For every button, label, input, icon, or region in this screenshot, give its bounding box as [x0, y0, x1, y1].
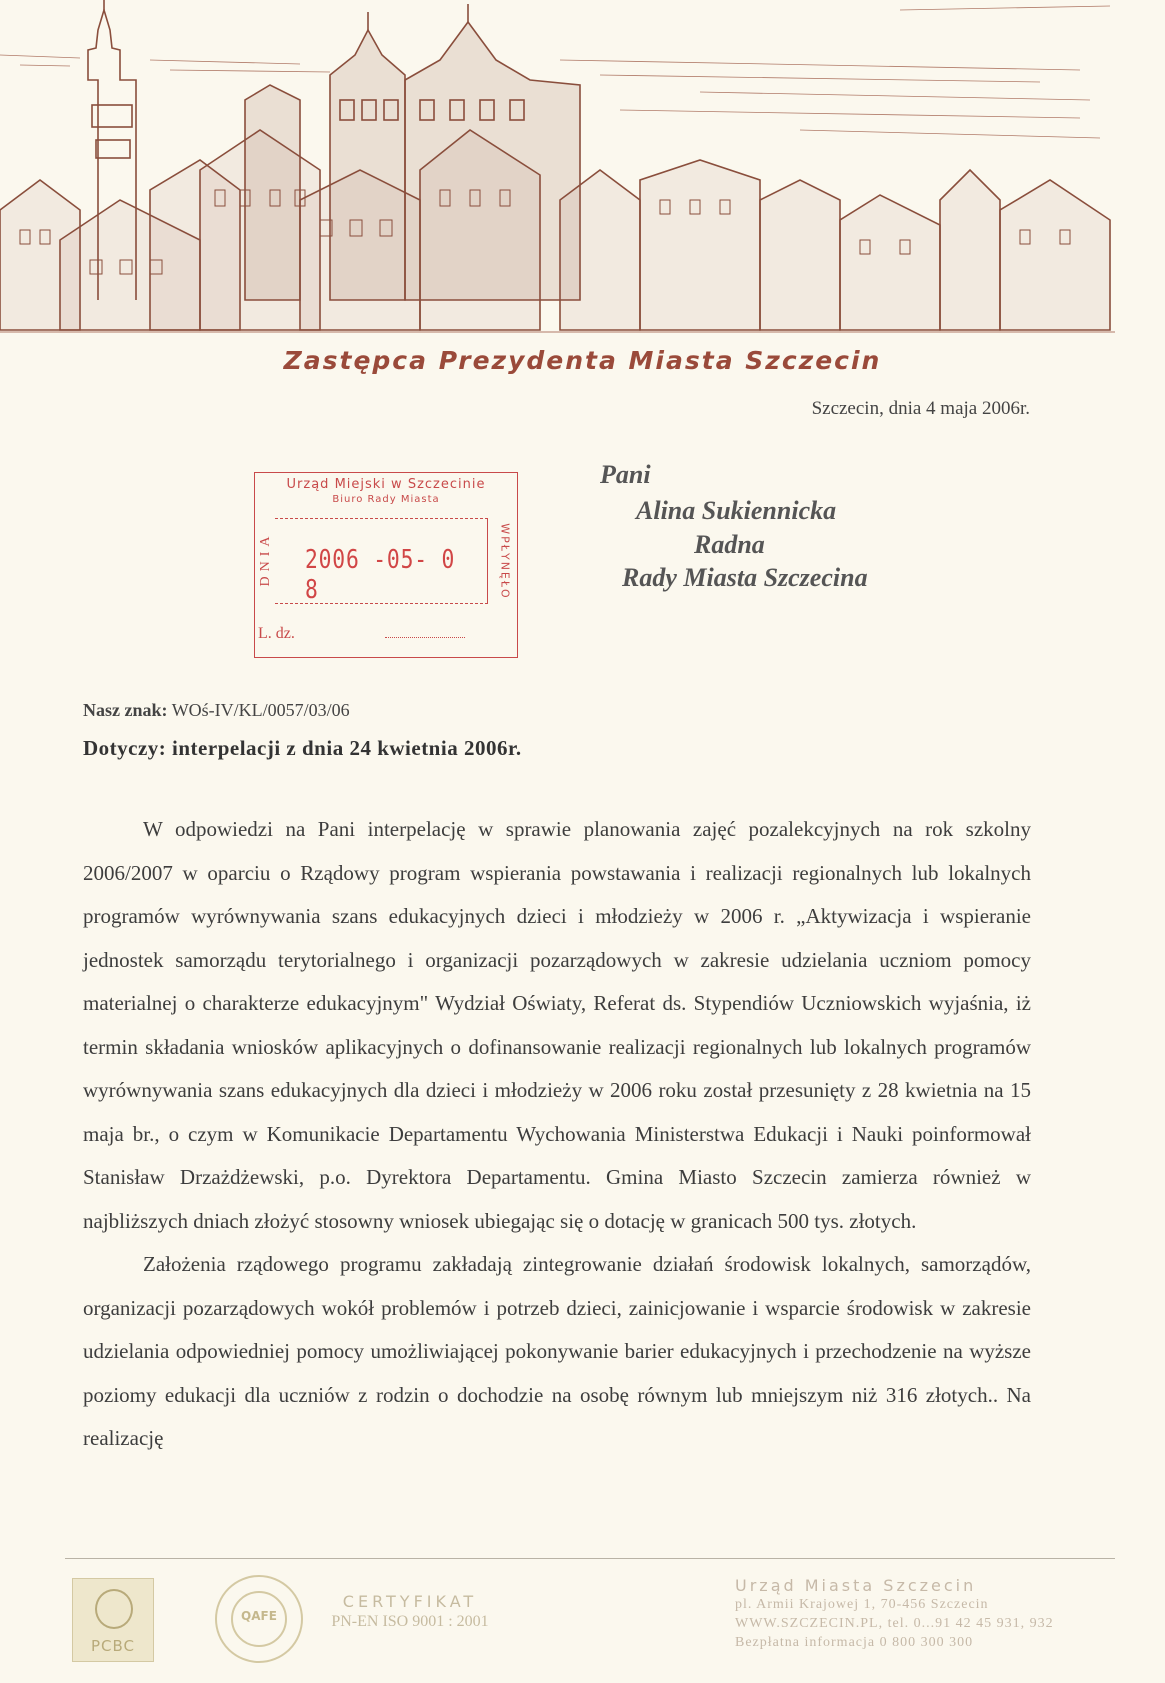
- subject-label: Dotyczy:: [83, 736, 167, 760]
- certificate-block: [300, 1592, 520, 1632]
- stamp-date: 2006 -05- 0 8: [305, 545, 456, 605]
- body-paragraph-2: Założenia rządowego programu zakładają zintegrowanie działań środowisk lokalnych, samorządów, organizacji pozarządowych wokół problemów i potrzeb dzieci, zainicjowanie i wsparcie środowisk w zakresie udzielania odpowiedniej pomocy umożliwiającej pokonywanie barier edukacyjnych i przechodzenie na wyższe poziomy edukacji dla uczniów z rodzin o dochodzie na osobę równym lub mniejszym niż 316 złotych.. Na realizację: [83, 1252, 1031, 1450]
- letter-date: Szczecin, dnia 4 maja 2006r.: [811, 398, 1030, 419]
- address-street: pl. Armii Krajowej 1, 70-456 Szczecin: [735, 1597, 989, 1612]
- stamp-ldz-line: [385, 637, 465, 638]
- qafe-logo-text: QAFE: [241, 1609, 277, 1623]
- qafe-logo: [215, 1575, 303, 1663]
- address-title: Urząd Miasta Szczecin: [735, 1576, 977, 1595]
- reference-label: Nasz znak:: [83, 700, 168, 720]
- houses-left: [0, 130, 540, 330]
- received-stamp: [254, 472, 518, 658]
- stamp-office: Urząd Miejski w Szczecinie: [286, 477, 486, 492]
- houses-right: [560, 160, 1110, 330]
- reference-value: WOś-IV/KL/0057/03/06: [171, 700, 350, 720]
- city-skyline-illustration: [0, 0, 1125, 340]
- body-paragraph-1: W odpowiedzi na Pani interpelację w sprawie planowania zajęć pozalekcyjnych na rok szkolny 2006/2007 w oparciu o Rządowy program wspierania powstawania i realizacji regionalnych lub lokalnych programów wyrównywania szans edukacyjnych dzieci i młodzieży w 2006 r. „Aktywizacja i wspieranie jednostek samorządu terytorialnego i organizacji pozarządowych w zakresie udzielania uczniom pomocy materialnej o charakterze edukacyjnym" Wydział Oświaty, Referat ds. Stypendiów Uczniowskich wyjaśnia, iż termin składania wniosków aplikacyjnych o dofinansowanie realizacji regionalnych lub lokalnych programów wyrównywania szans edukacyjnych dla dzieci i młodzieży w 2006 roku został przesunięty z 28 kwietnia na 15 maja br., o czym w Komunikacie Departamentu Wychowania Ministerstwa Edukacji i Nauki poinformował Stanisław Drzażdżewski, p.o. Dyrektora Departamentu. Gmina Miasto Szczecin zamierza również w najbliższych dniach złożyć stosowny wniosek ubiegając się o dotację w granicach 500 tys. złotych.: [83, 817, 1031, 1233]
- subject-value: interpelacji z dnia 24 kwietnia 2006r.: [172, 736, 522, 760]
- letter-body: [83, 808, 1031, 1461]
- stamp-dnia-label: DNIA: [258, 531, 273, 587]
- stamp-ldz-label: L. dz.: [258, 625, 295, 642]
- stamp-received-label: WPŁYNĘŁO: [498, 523, 512, 600]
- office-address: [735, 1576, 1095, 1652]
- recipient-salutation: Pani: [600, 460, 651, 489]
- recipient-role: Radna: [694, 530, 765, 559]
- address-info: Bezpłatna informacja 0 800 300 300: [735, 1635, 974, 1650]
- footer-divider: [65, 1558, 1115, 1559]
- recipient-council: Rady Miasta Szczecina: [622, 563, 868, 592]
- stamp-dept: Biuro Rady Miasta: [332, 494, 440, 505]
- recipient-name: Alina Sukiennicka: [636, 496, 837, 525]
- pcbc-logo: [72, 1578, 154, 1662]
- subject-line: [83, 736, 522, 761]
- letterhead-title: Zastępca Prezydenta Miasta Szczecin: [283, 346, 882, 375]
- certificate-title: CERTYFIKAT: [342, 1592, 478, 1611]
- certificate-norm: PN-EN ISO 9001 : 2001: [331, 1613, 489, 1630]
- pcbc-logo-text: PCBC: [90, 1637, 136, 1655]
- eagle-emblem-icon: [95, 1589, 133, 1629]
- address-web: WWW.SZCZECIN.PL, tel. 0...91 42 45 931, 932: [735, 1616, 1054, 1631]
- reference-line: [83, 700, 350, 721]
